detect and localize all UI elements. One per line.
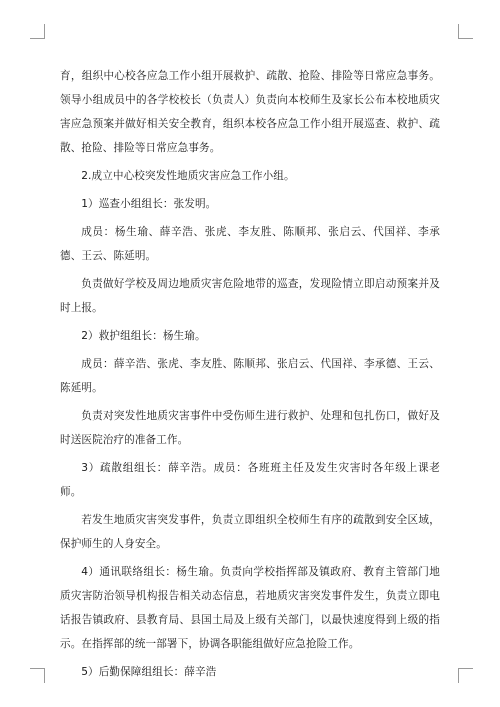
communication-group: 4）通讯联络组长：杨生瑜。负责向学校指挥部及镇政府、教育主管部门地质灾害防治领导机构报告相关动态信息，若地质灾害突发事件发生，负责立即电话报告镇政府、县教育局、县国土局及上级有关部门，以最快速度得到上级的指示。在指挥部的统一部署下，协调各职能组做好应急抢险工作。 (60, 566, 440, 650)
rescue-group-members: 成员：薛辛浩、张虎、李友胜、陈顺邦、张启云、代国祥、李承德、王云、陈延明。 (60, 358, 440, 394)
crop-mark-bottom-left (30, 668, 45, 683)
paragraph-continuation: 育，组织中心校各应急工作小组开展救护、疏散、抢险、排险等日常应急事务。领导小组成员中的各学校校长（负责人）负责向本校师生及家长公布本校地质灾害应急预案并做好相关安全教育，组织本校各应急工作小组开展巡查、救护、疏散、抢险、排险等日常应急事务。 (60, 70, 440, 154)
patrol-group-duty: 负责做好学校及周边地质灾害危险地带的巡查，发现险情立即启动预案并及时上报。 (60, 278, 440, 314)
logistics-group-leader: 5）后勤保障组组长：薛辛浩 (81, 666, 217, 678)
document-body (60, 64, 440, 688)
crop-mark-bottom-right (458, 668, 473, 683)
rescue-group-leader: 2）救护组组长：杨生瑜。 (81, 330, 206, 342)
evacuation-group-leader: 3）疏散组组长：薛辛浩。成员：各班班主任及发生灾害时各年级上课老师。 (60, 462, 440, 498)
crop-mark-top-left (30, 24, 45, 39)
patrol-group-members: 成员：杨生瑜、薛辛浩、张虎、李友胜、陈顺邦、张启云、代国祥、李承德、王云、陈延明。 (60, 226, 440, 262)
section-heading-emergency-team: 2.成立中心校突发性地质灾害应急工作小组。 (81, 170, 295, 182)
crop-mark-top-right (458, 24, 473, 39)
evacuation-group-duty: 若发生地质灾害突发事件，负责立即组织全校师生有序的疏散到安全区域，保护师生的人身安全。 (60, 514, 440, 550)
patrol-group-leader: 1）巡查小组组长：张发明。 (81, 198, 217, 210)
rescue-group-duty: 负责对突发性地质灾害事件中受伤师生进行救护、处理和包扎伤口，做好及时送医院治疗的准备工作。 (60, 410, 440, 446)
